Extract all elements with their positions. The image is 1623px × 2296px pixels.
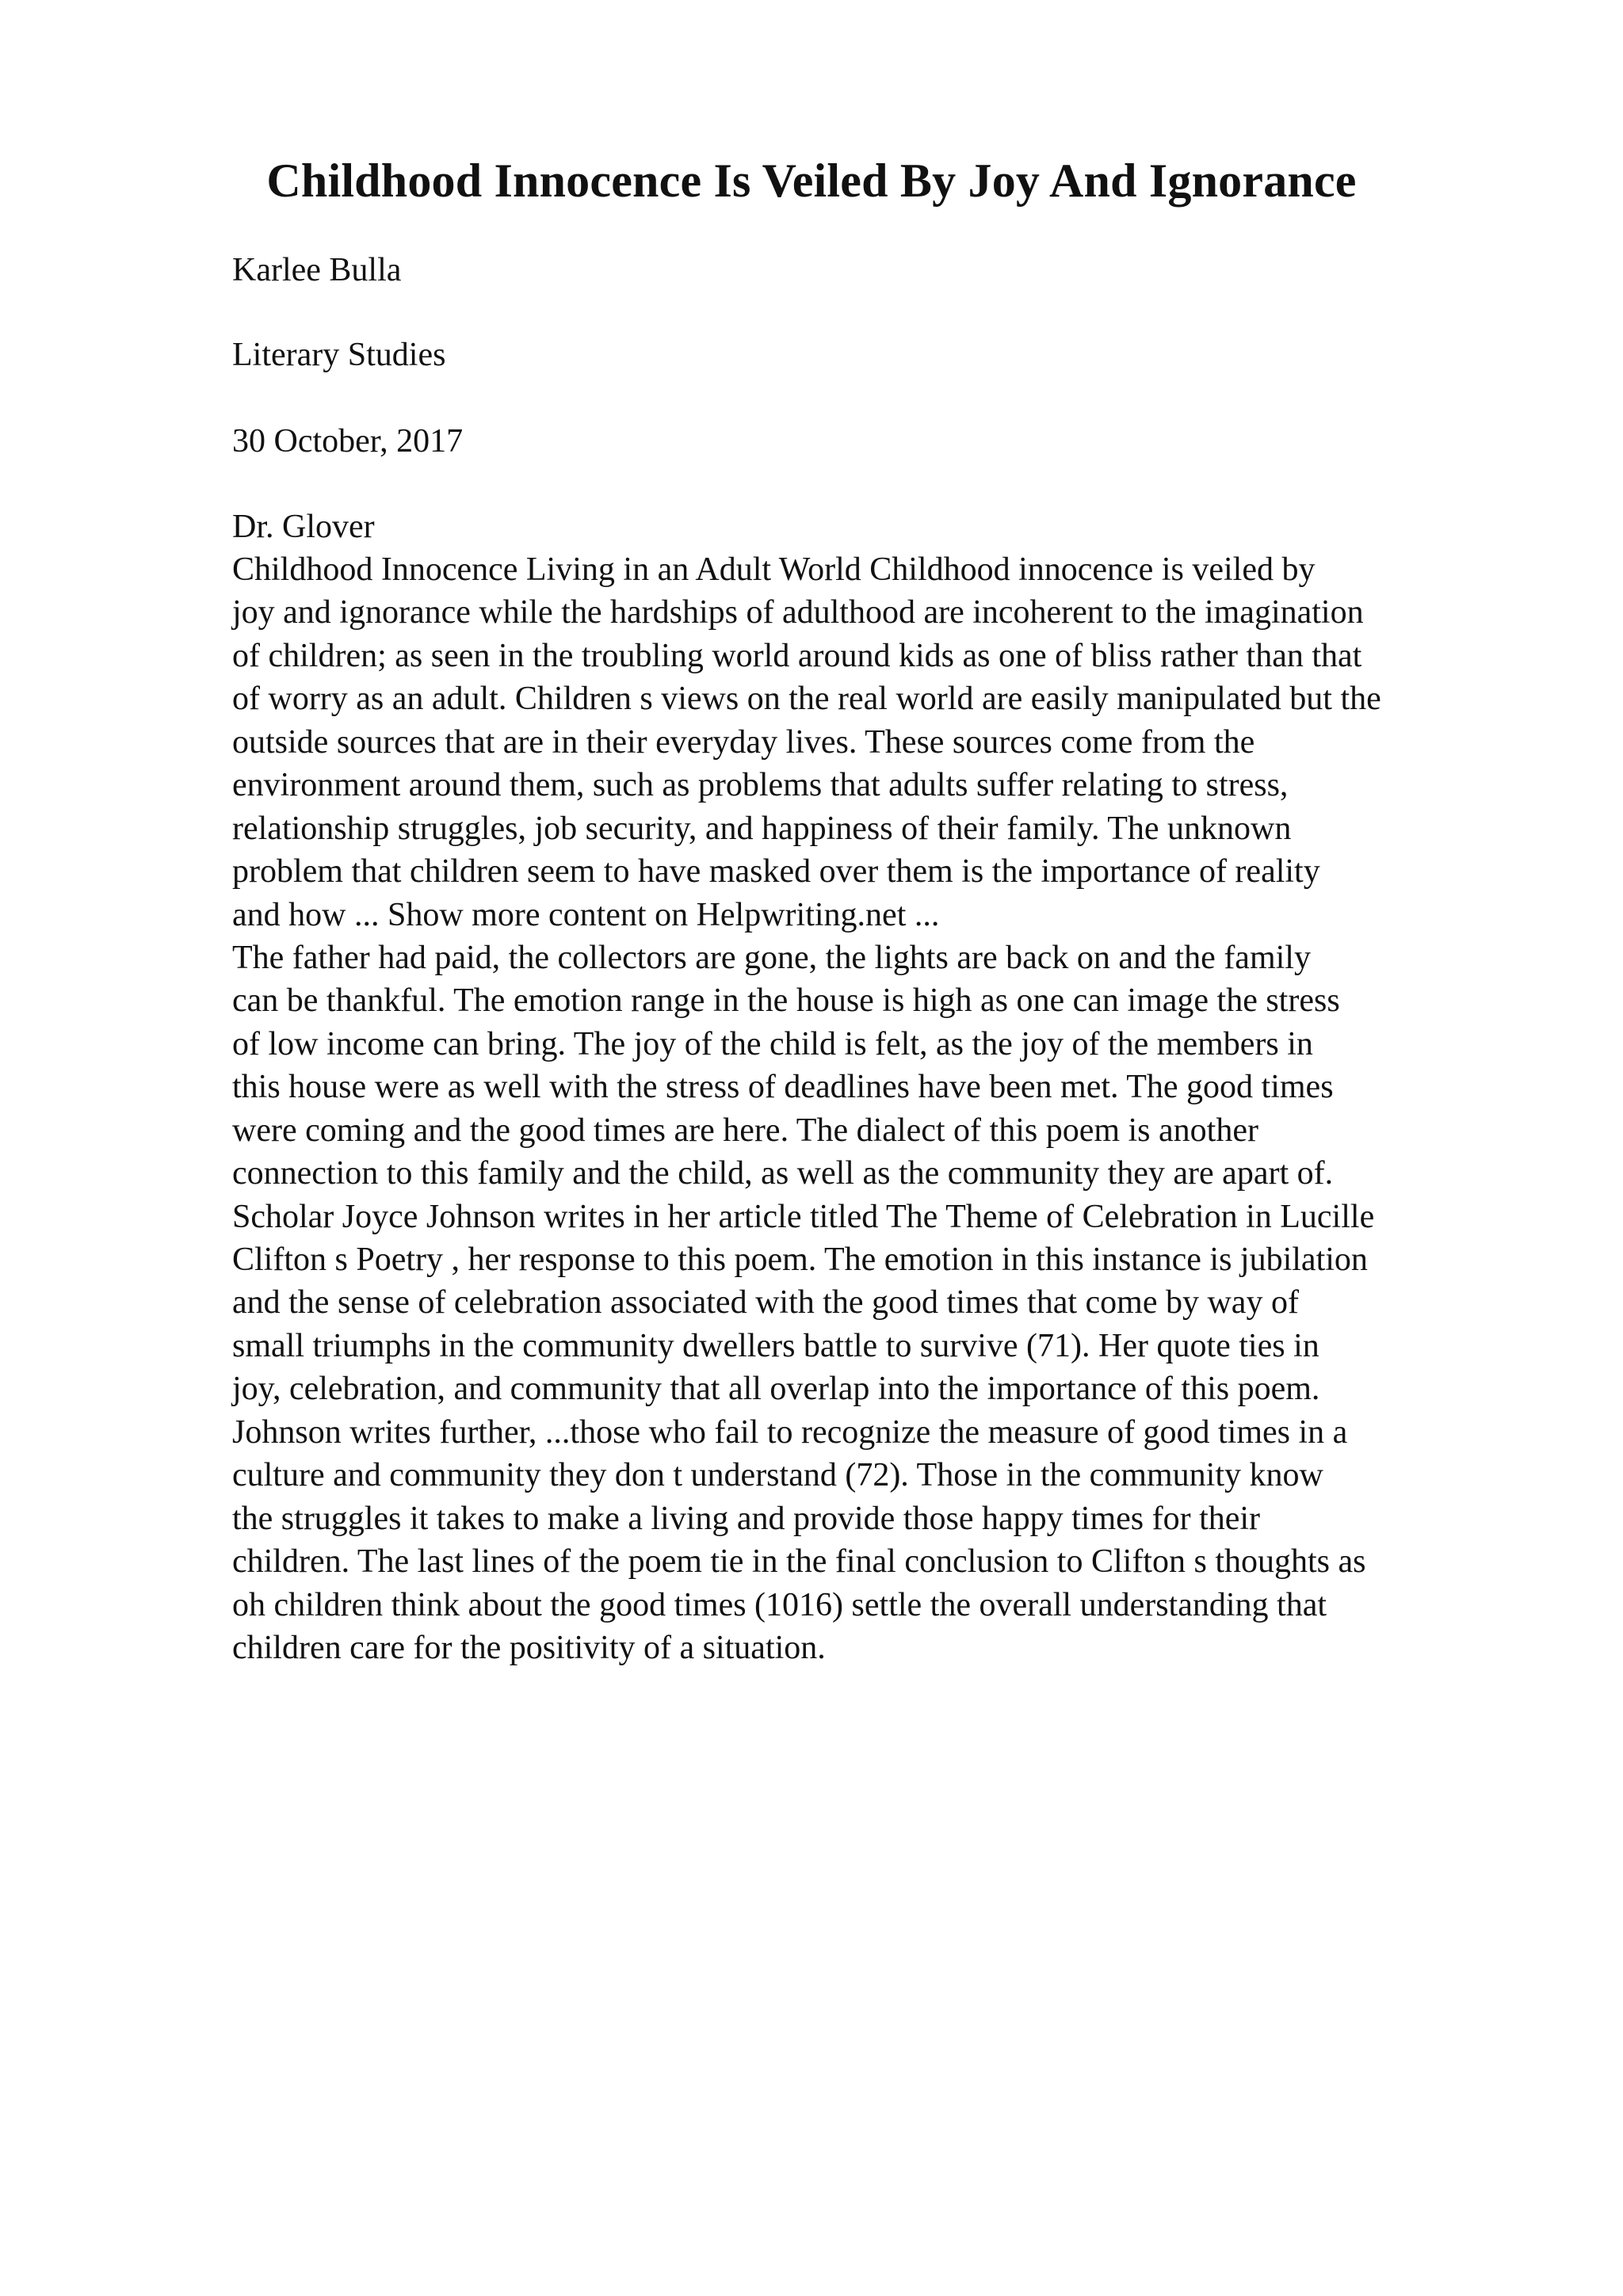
essay-line: Scholar Joyce Johnson writes in her article titled The Theme of Celebration in Lucille	[232, 1198, 1375, 1235]
essay-line: children. The last lines of the poem tie in the final conclusion to Clifton s thoughts as	[232, 1543, 1366, 1581]
essay-line: children care for the positivity of a situation.	[232, 1629, 826, 1666]
essay-line: culture and community they don t understand (72). Those in the community know	[232, 1457, 1323, 1494]
essay-line: of worry as an adult. Children s views on the real world are easily manipulated but the	[232, 681, 1381, 718]
essay-line: small triumphs in the community dwellers battle to survive (71). Her quote ties in	[232, 1327, 1319, 1364]
essay-line: environment around them, such as problems that adults suffer relating to stress,	[232, 767, 1289, 804]
essay-line: outside sources that are in their everyday lives. These sources come from the	[232, 723, 1255, 761]
essay-line: can be thankful. The emotion range in the house is high as one can image the stress	[232, 982, 1340, 1020]
essay-line: were coming and the good times are here. The dialect of this poem is another	[232, 1112, 1258, 1149]
essay-line: Childhood Innocence Living in an Adult World Childhood innocence is veiled by	[232, 551, 1316, 588]
essay-line: the struggles it takes to make a living and provide those happy times for their	[232, 1500, 1261, 1537]
document-title: Childhood Innocence Is Veiled By Joy And Ignorance	[266, 154, 1357, 207]
essay-line: Clifton s Poetry , her response to this poem. The emotion in this instance is jubilation	[232, 1241, 1368, 1278]
essay-line: this house were as well with the stress of deadlines have been met. The good times	[232, 1069, 1334, 1106]
essay-line: The father had paid, the collectors are gone, the lights are back on and the family	[232, 939, 1311, 976]
essay-line: joy, celebration, and community that all overlap into the importance of this poem.	[232, 1371, 1320, 1408]
author-name: Karlee Bulla	[232, 252, 402, 288]
essay-body	[232, 548, 1381, 1669]
essay-line: of low income can bring. The joy of the child is felt, as the joy of the members in	[232, 1025, 1313, 1062]
essay-line: of children; as seen in the troubling world around kids as one of bliss rather than that	[232, 637, 1362, 674]
essay-line: joy and ignorance while the hardships of adulthood are incoherent to the imagination	[232, 594, 1364, 631]
course-name: Literary Studies	[232, 337, 446, 373]
document-date: 30 October, 2017	[232, 423, 464, 460]
essay-line: and the sense of celebration associated with the good times that come by way of	[232, 1284, 1299, 1322]
essay-line: relationship struggles, job security, and happiness of their family. The unknown	[232, 810, 1292, 847]
essay-line: oh children think about the good times (1016) settle the overall understanding that	[232, 1586, 1327, 1623]
essay-line: connection to this family and the child, as well as the community they are apart of.	[232, 1155, 1334, 1192]
instructor-name: Dr. Glover	[232, 509, 375, 545]
essay-line: problem that children seem to have masked over them is the importance of reality	[232, 853, 1320, 891]
essay-line: Johnson writes further, ...those who fail to recognize the measure of good times in a	[232, 1413, 1348, 1451]
essay-line: and how ... Show more content on Helpwriting.net ...	[232, 896, 940, 933]
